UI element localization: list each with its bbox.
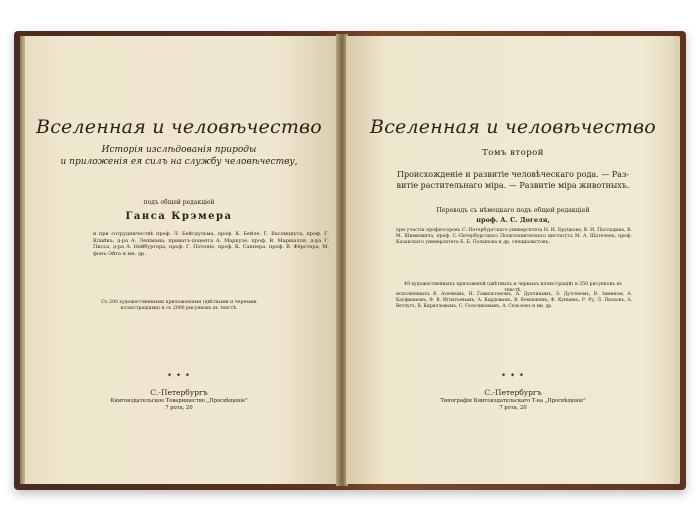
right-page-title: Вселенная и человѣчество <box>370 116 656 138</box>
left-page-title: Вселенная и человѣчество <box>36 116 322 138</box>
right-illustrators: исполненныхъ В. Агеевымъ, Н. Гамильтономъ, А. Дуплинымъ, Э. Дутгеномъ, В. Зимином, А. Кауфманомъ, Ф. В. Игнатьевымъ, А. Кардовымъ, В. Кемпеномъ, Ф. Кунцемъ, Р. Ру, Л. Песковъ, А. Ветлугъ, В. Кирилловымъ, С. Сельчиковымъ, А. Сельзомъ и мн. др. <box>396 292 632 309</box>
left-under-editorship: подъ общей редакціей <box>143 199 215 206</box>
right-collaborators: при участіи профессоровъ С.-Петербургскаго университета Н. И. Бруцкова, В. И. Палладина, В. М. Шимкевича, проф. С.-Петербургскаго Политехническаго института М. А. Шателена, проф. Казанскаго университета Б. Б. Полынова и др. специалистовъ. <box>396 228 632 245</box>
left-page-content <box>20 36 338 484</box>
left-page <box>20 36 338 484</box>
right-translation-editor: проф. А. С. Догеля, <box>476 216 550 224</box>
right-volume: Томъ второй <box>482 148 544 158</box>
right-page <box>346 36 680 484</box>
left-city: С.-Петербургъ <box>150 388 208 397</box>
left-publisher: Книгоиздательское Товарищество „Просвѣщеніе" <box>110 398 248 404</box>
right-page-content <box>346 36 680 484</box>
right-publisher: Типографія Книгоиздательскаго Т-ва „Просвѣщеніе" <box>440 398 586 404</box>
left-ornament: ⁕ ✦ ⁕ <box>167 372 191 379</box>
right-illustrations-note: 49 художественныхъ приложеній (цвѣтныхъ и черныхъ иллюстрацій) и 350 рисунковъ въ текстѣ, <box>404 282 622 293</box>
left-subtitle-line2: и приложенія ея силъ на службу человѣчеству, <box>60 157 298 167</box>
right-publisher-address: 7 рота, 20 <box>499 405 527 411</box>
left-editor-name: Ганса Крэмера <box>125 211 233 222</box>
right-translation-line1: Переводъ съ нѣмецкаго подъ общей редакціей <box>436 207 590 214</box>
left-subtitle-line1: Исторія изслѣдованія природы <box>101 145 257 155</box>
right-volume-desc-line2: витіе растительнаго міра. — Развитіе міра животныхъ. <box>396 181 630 190</box>
right-volume-desc-line1: Происхожденіе и развитіе человѣческаго рода. — Раз- <box>396 170 630 179</box>
left-contributors: и при сотрудничествѣ проф. Л. Бейсдульма, проф. К. Бейле, Г. Васлициуса, проф. Г. Клайна, д-ра А. Лешмана, приватъ-доцента А. Маркузе, проф. В. Маршалля, д-ра Г. Писса, д-ра А. Нейбургера, проф. Г. Потоніе, проф. К. Саппера, проф. В. Фёрстера, М. фонъ-Эйта и мн. др. <box>93 231 329 257</box>
left-illustrations-note: Съ 200 художественными приложеніями (цвѣтными и черными иллюстраціями) и съ 2000 рисунковъ въ текстѣ. <box>101 300 257 311</box>
right-ornament: ⁕ ✦ ⁕ <box>501 372 525 379</box>
right-city: С.-Петербургъ <box>484 388 542 397</box>
left-publisher-address: 7 рота, 20 <box>165 405 193 411</box>
